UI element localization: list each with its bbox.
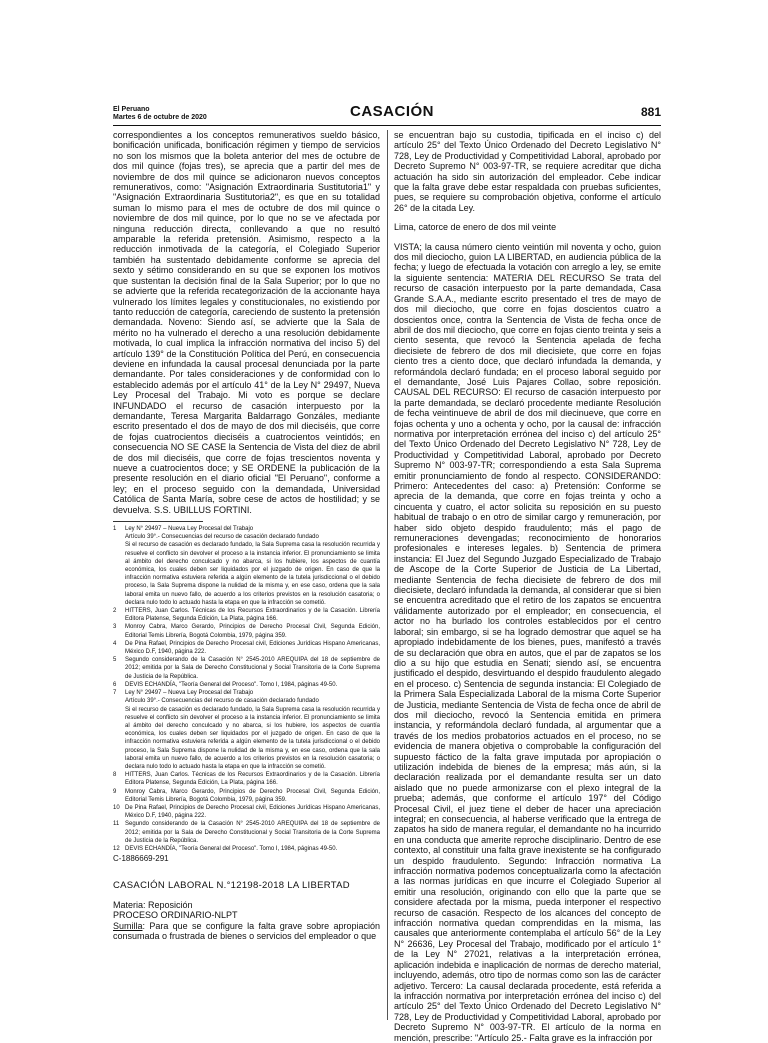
document-code: C-1886669-291 <box>113 854 169 864</box>
footnote <box>113 771 380 787</box>
case-title: CASACIÓN LABORAL N.°12198-2018 LA LIBERTAD <box>113 879 350 891</box>
footnote-text: Segundo considerando de la Casación N° 2545-2010 AREQUIPA del 18 de septiembre de 2012; emitida por la Sala de Derecho Constitucional y Social Transitoria de la Corte Suprema de Justicia de la República. <box>125 821 380 844</box>
right-column <box>394 130 661 1043</box>
footnote <box>113 845 380 853</box>
footnote-rule <box>113 521 203 522</box>
footnote-number <box>113 533 125 541</box>
footnote-number: 11 <box>113 821 120 828</box>
footnote <box>113 788 380 804</box>
footnote <box>113 525 380 533</box>
footnote-text: DEVIS ECHANDÍA, "Teoría General del Proceso". Tomo I, 1984, páginas 49-50. <box>125 681 338 688</box>
proceso: PROCESO ORDINARIO-NLPT <box>113 910 238 921</box>
footnote <box>113 820 380 845</box>
left-column <box>113 130 380 942</box>
footnote-text: De Pina Rafael, Principios de Derecho Procesal civil, Ediciones Jurídicas Hispano Americanas, México D.F, 1940, página 222. <box>125 804 380 820</box>
footnote-number: 9 <box>113 788 117 795</box>
sumilla <box>113 921 380 942</box>
footnote-number <box>113 697 125 705</box>
header-rule <box>113 125 661 126</box>
footnote-text: Ley N° 29497 – Nueva Ley Procesal del Trabajo <box>125 526 254 533</box>
footnote <box>113 804 380 820</box>
footnote-text: HITTERS, Juan Carlos. Técnicas de los Recursos Extraordinarios y de la Casación. Librería Editora Platense, Segunda Edición, La Plata, página 166. <box>125 608 380 623</box>
right-paragraph-1: se encuentran bajo su custodia, tipificada en el inciso c) del artículo 25° del Texto Único Ordenado del Decreto Legislativo N° 728, Ley de Productividad y Competitividad Laboral, aprobado por Decreto Supremo N° 003-97-TR, se requiere acreditar que dicha actuación ha sido sin autorización del empleador. Cebe indicar que la falta grave debe estar respaldada con pruebas suficientes, pues, se requiere su comprobación objetiva, conforme el artículo 26° de la citada Ley. <box>394 130 661 213</box>
footnote-text: Artículo 39°.- Consecuencias del recurso de casación declarado fundado <box>125 698 319 705</box>
footnote-number: 5 <box>113 657 117 664</box>
left-body-text: correspondientes a los conceptos remunerativos sueldo básico, bonificación unificada, bonificación régimen y tiempo de servicios no son los mismos que la boleta anterior del mes de octubre de dos mil quince (fojas tres), se aprecia que a partir del mes de noviembre de dos mil quince se adicionaron nuevos conceptos remunerativos, como: "Asignación Extraordinaria Sustitutoria1" y "Asignación Extraordinaria Sustitutoria2", es que en su totalidad suman lo mismo para el mes de octubre de dos mil quince o noviembre de dos mil quince, por lo que no se ve afectada por ninguna reducción directa, conllevando a que no resultó amparable la referida pretensión. Asimismo, respecto a la reducción inmotivada de la categoría, el Colegiado Superior también ha sustentado debidamente conforme se aprecia del sexto y sétimo considerando en su que se exponen los motivos que sustentan la decisión final de la Sala Superior; por lo que no se advierte que la referida recategorización de la accionante haya vulnerado los límites legales y constitucionales, no existiendo por tanto reducción de categoría, careciendo de sustento la pretensión demandada. Noveno: Siendo así, se advierte que la Sala de mérito no ha vulnerado el derecho a una resolución debidamente motivada, lo cual implica la infracción normativa del inciso 5) del artículo 139° de la Constitución Política del Perú, en consecuencia deviene en infundada la causal procesal denunciada por la parte demandante. Por tales consideraciones y de conformidad con lo establecido además por el artículo 41° de la Ley N° 29497, Nueva Ley Procesal del Trabajo. Mi voto es porque se declare INFUNDADO el recurso de casación interpuesto por la demandante, Teresa Margarita Baldarrago Gonzáles, mediante escrito presentado el dos de mayo de dos mil dieciséis, que corre de fojas cuatrocientos dieciséis a cuatrocientos veintidós; en consecuencia NO SE CASE la Sentencia de Vista del diez de abril de dos mil dieciséis, que corre de fojas trescientos noventa y nueve a cuatrocientos doce; y SE ORDENE la publicación de la presente resolución en el diario oficial "El Peruano", conforme a ley; en el proceso seguido con la demandada, Universidad Católica de Santa María, sobre cese de actos de hostilidad; y se devuelva. S.S. UBILLUS FORTINI. <box>113 130 380 515</box>
footnote <box>113 706 380 772</box>
footnote <box>113 697 380 705</box>
footnotes <box>113 525 380 853</box>
footnote-number: 3 <box>113 624 117 631</box>
footnote-text: Monroy Cabra, Marco Gerardo, Principios de Derecho Procesal Civil, Segunda Edición, Editorial Temis Librería, Bogotá Colombia, 1979, página 359. <box>125 788 380 803</box>
footnote <box>113 607 380 623</box>
sumilla-text: : Para que se configure la falta grave sobre apropiación consumada o frustrada de bienes o servicios del empleador o que <box>113 920 380 942</box>
footnote <box>113 541 380 607</box>
footnote-number: 10 <box>113 804 120 811</box>
sumilla-label: Sumilla <box>113 920 143 931</box>
page-header-left <box>113 106 207 122</box>
right-paragraph-3: VISTA; la causa número ciento veintiún mil noventa y ocho, guion dos mil dieciocho, guion LA LIBERTAD, en audiencia pública de la fecha; y luego de efectuada la votación con arreglo a ley, se emite la siguiente sentencia: MATERIA DEL RECURSO Se trata del recurso de casación interpuesto por la parte demandada, Casa Grande S.A.A., mediante escrito presentado el tres de mayo de dos mil dieciocho, que corre en fojas doscientos cuatro a doscientos once, contra la Sentencia de Vista de fecha once de abril de dos mil dieciocho, que corre en fojas ciento treinta y seis a ciento sesenta, que revocó la Sentencia apelada de fecha diecisiete de febrero de dos mil diecisiete, que corre en fojas ciento tres a ciento doce, que declaró infundada la demanda, y reformándola declaró fundada; en el proceso laboral seguido por el demandante, José Luis Pajares Collao, sobre reposición. CAUSAL DEL RECURSO: El recurso de casación interpuesto por la parte demandada, se declaró procedente mediante Resolución de fecha veintinueve de abril de dos mil diecinueve, que corre en fojas ochenta y uno a ochenta y ocho, por la causal de: infracción normativa por interpretación errónea del inciso c) del artículo 25° del Texto Único Ordenado del Decreto Legislativo N° 728, Ley de Productividad y Competitividad Laboral, aprobado por Decreto Supremo N° 003-97-TR; correspondiendo a esta Sala Suprema emitir pronunciamiento de fondo al respecto. CONSIDERANDO: Primero: Antecedentes del caso: a) Pretensión: Conforme se aprecia de la demanda, que corre en fojas treinta y ocho a cincuenta y cuatro, el actor solicita su reposición en su puesto habitual de trabajo o en otro de similar cargo y remuneración, por haber sido objeto despido fraudulento; más el pago de remuneraciones devengadas; reconocimiento de honorarios profesionales e intereses legales. b) Sentencia de primera instancia: El Juez del Segundo Juzgado Especializado de Trabajo de Ascope de la Corte Superior de Justicia de La Libertad, mediante Sentencia de fecha diecisiete de febrero de dos mil diecisiete, declaró infundada la demanda, al considerar que si bien se encuentra acreditado que el retiro de los zapatos se encuentra válidamente autorizado por el empleador; en consecuencia, el actor no ha burlado los controles establecidos por el centro laboral; sin embargo, si se ha logrado demostrar que aquel se ha apropiado indebidamente de los bienes, pues, manifestó a través de su declaración que obra en autos, que el par de zapatos se los dio a su hijo que estudia en Senati; siendo así, se encuentra justificado el despido, desvirtuando el despido fraudulento alegado en el proceso. c) Sentencia de segunda instancia: El Colegiado de la Primera Sala Especializada Laboral de la misma Corte Superior de Justicia, mediante Sentencia de Vista de fecha once de abril de dos mil dieciocho, revocó la Sentencia emitida en primera instancia, y reformándola declaró fundada, al argumentar que a través de los medios probatorios actuados en el proceso, no se evidencia de manera objetiva o comprobable la configuración del supuesto fáctico de la falta grave imputada por apropiación o utilización indebida de bienes de la empresa; más aún, si la declaración realizada por el demandante resulta ser un dato aislado que no puede armonizarse con el plexo integral de la prueba; además, que conforme el artículo 197° del Código Procesal Civil, el juez tiene el deber de hacer una apreciación integral; en consecuencia, al haberse verificado que la entrega de zapatos ha sido de manera regular, el demandante no ha incurrido en una conducta que amerite reproche disciplinario. Dentro de ese contexto, al constituir una falta grave inexistente se ha configurado un despido fraudulento. Segundo: Infracción normativa La infracción normativa podemos conceptualizarla como la afectación a las normas jurídicas en que incurre el Colegiado Superior al emitir una resolución, originando con ello que la parte que se considere afectada por la misma, pueda interponer el respectivo recurso de casación. Respecto de los alcances del concepto de infracción normativa quedan comprendidas en la misma, las causales que anteriormente contemplaba el artículo 56° de la Ley N° 26636, Ley Procesal del Trabajo, modificado por el artículo 1° de la Ley N° 27021, relativas a la interpretación errónea, aplicación indebida e inaplicación de normas de derecho material, incluyendo, además, otro tipo de normas como son las de carácter adjetivo. Tercero: La causal declarada procedente, está referida a la infracción normativa por interpretación errónea del inciso c) del artículo 25° del Texto Único Ordenado del Decreto Legislativo N° 728, Ley de Productividad y Competitividad Laboral, aprobado por Decreto Supremo N° 003-97-TR. El artículo de la norma en mención, prescribe: "Artículo 25.- Falta grave es la infracción por <box>394 241 661 1043</box>
footnote-number <box>113 706 125 772</box>
footnote-number: 6 <box>113 681 117 688</box>
section-title: CASACIÓN <box>350 103 435 120</box>
footnote-number: 12 <box>113 845 120 852</box>
footnote-number <box>113 541 125 607</box>
footnote <box>113 533 380 541</box>
footnote <box>113 656 380 681</box>
footnote-number: 2 <box>113 608 117 615</box>
footnote-number: 1 <box>113 526 117 533</box>
footnote-text: Artículo 39°.- Consecuencias del recurso de casación declarado fundado <box>125 534 319 541</box>
newspaper-page <box>113 103 661 1043</box>
footnote-text: Si el recurso de casación es declarado fundado, la Sala Suprema casa la resolución recurrida y resuelve el conflicto sin devolver el proceso a la instancia inferior. El pronunciamiento se limita al ámbito del derecho conculcado y no abarca, si los hubiere, los aspectos de cuantía económica, los cuales deben ser liquidados por el juzgado de origen. En caso de que la infracción normativa estuviera referida a algún elemento de la tutela jurisdiccional o el debido proceso, la Sala Suprema dispone la nulidad de la misma y, en ese caso, ordena que la sala laboral emita un nuevo fallo, de acuerdo a los criterios previstos en la resolución casatoria; o declara nulo todo lo actuado hasta la etapa en que la infracción se cometió. <box>125 706 380 770</box>
publication-date: Martes 6 de octubre de 2020 <box>113 114 207 121</box>
footnote-text: Segundo considerando de la Casación N° 2545-2010 AREQUIPA del 18 de septiembre de 2012; emitida por la Sala de Derecho Constitucional y Social Transitoria de la Corte Suprema de Justicia de la República. <box>125 657 380 680</box>
column-divider <box>387 130 388 1020</box>
footnote <box>113 689 380 697</box>
right-paragraph-2: Lima, catorce de enero de dos mil veinte <box>394 222 557 233</box>
footnote-text: Ley N° 29497 – Nueva Ley Procesal del Trabajo <box>125 690 254 697</box>
publication-name: El Peruano <box>113 106 150 113</box>
footnote <box>113 623 380 639</box>
footnote-text: De Pina Rafael, Principios de Derecho Procesal civil, Ediciones Jurídicas Hispano Americanas, México D.F, 1940, página 222. <box>125 640 380 656</box>
page-number: 881 <box>640 105 661 119</box>
materia: Materia: Reposición <box>113 899 193 910</box>
footnote-text: HITTERS, Juan Carlos. Técnicas de los Recursos Extraordinarios y de la Casación. Librería Editora Platense, Segunda Edición, La Plata, página 166. <box>125 772 380 787</box>
footnote <box>113 640 380 656</box>
footnote <box>113 681 380 689</box>
footnote-number: 4 <box>113 640 117 647</box>
footnote-number: 8 <box>113 772 117 779</box>
footnote-text: Si el recurso de casación es declarado fundado, la Sala Suprema casa la resolución recurrida y resuelve el conflicto sin devolver el proceso a la instancia inferior. El pronunciamiento se limita al ámbito del derecho conculcado y no abarca, si los hubiere, los aspectos de cuantía económica, los cuales deben ser liquidados por el juzgado de origen. En caso de que la infracción normativa estuviera referida a algún elemento de la tutela jurisdiccional o el debido proceso, la Sala Suprema dispone la nulidad de la misma y, en ese caso, ordena que la sala laboral emita un nuevo fallo, de acuerdo a los criterios previstos en la resolución casatoria; o declara nulo todo lo actuado hasta la etapa en que la infracción se cometió. <box>125 542 380 606</box>
footnote-number: 7 <box>113 690 117 697</box>
footnote-text: Monroy Cabra, Marco Gerardo, Principios de Derecho Procesal Civil, Segunda Edición, Editorial Temis Librería, Bogotá Colombia, 1979, página 359. <box>125 624 380 639</box>
footnote-text: DEVIS ECHANDÍA, "Teoría General del Proceso". Tomo I, 1984, páginas 49-50. <box>125 845 338 852</box>
